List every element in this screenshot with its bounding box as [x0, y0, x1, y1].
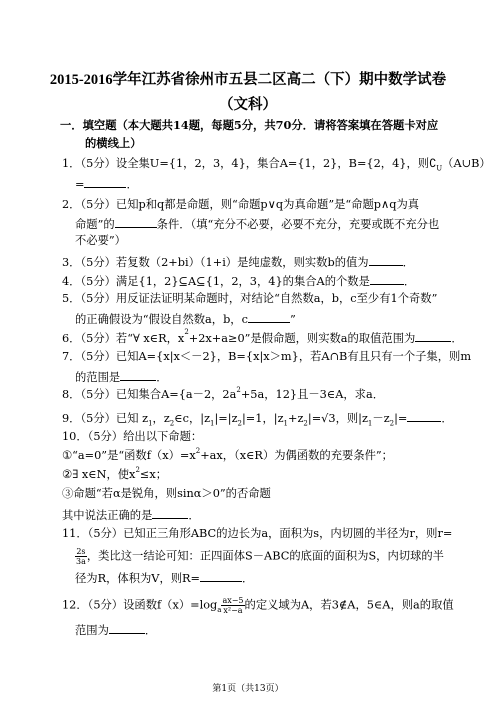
exam-title: 2015-2016学年江苏省徐州市五县二区高二（下）期中数学试卷 — [49, 72, 447, 88]
question-10-answer: 其中说法正确的是 ． — [62, 509, 200, 522]
question-10-item-1: ①“a=0”是“函数$f(x)=x^2+ax$，（x∈R）为偶函数的充要条件”； — [62, 447, 393, 462]
question-3: 3．（5分）若复数（2+bi）（1+i）是纯虚数，则实数b的值为 ． — [62, 256, 414, 269]
answer-blank[interactable] — [369, 254, 403, 266]
question-2-cont2: 不必要”） — [75, 234, 126, 247]
answer-blank[interactable] — [120, 369, 156, 381]
answer-blank[interactable] — [370, 273, 404, 285]
answer-blank[interactable] — [109, 622, 145, 634]
question-5: 5．（5分）用反证法证明某命题时，对结论“自然数a，b，c至少有1个奇数” — [62, 292, 438, 305]
question-11-cont2: 径为R，体积为V，则R= ． — [75, 572, 254, 585]
question-7: 7．（5分）已知A={x|x＜－2}，B={x|x＞m}，若A∩B有且只有一个子集，则m — [62, 350, 472, 363]
question-10-item-2: ②∃ x∈N，使$x^2\le x$； — [62, 466, 168, 481]
answer-blank[interactable] — [407, 410, 441, 422]
question-9: 9．（5分）已知 $z_1$，$z_2\in c$，$|z_1|=|z_2|=1$，$|z_1+z_2|=√3$，则$|z_1-z_2|=$ ． — [62, 412, 453, 428]
question-12: 12．（5分）设函数$f(x)=\log_a$ $\frac{ax-5}{\text{x²−a}}$ 的定义域为A，若3∉A，5∈A，则a的取值 — [62, 596, 454, 615]
question-2: 2．（5分）已知p和q都是命题，则“命题p∨q为真命题”是“命题p∧q为真 — [62, 198, 420, 211]
sqrt-expression: √3 — [321, 412, 336, 425]
section-heading-cont: 的横线上） — [85, 136, 142, 150]
question-11: 11．（5分）已知正三角形ABC的边长为a，面积为s，内切圆的半径为r，则r= — [62, 527, 453, 540]
question-5-cont: 的正确假设为“假设自然数a，b，c ” — [75, 313, 296, 326]
fraction: $\frac{ax-5}{\text{x²−a}}$ — [222, 596, 244, 615]
fraction: $\frac{2s}{3a}$ — [76, 547, 86, 566]
question-2-cont: 命题”的 条件．（填“充分不必要，必要不充分，充要或既不充分也 — [75, 218, 440, 231]
answer-blank[interactable] — [152, 507, 188, 519]
question-8: 8．（5分）已知集合A={a－2，$2a^2+5a$，12}且－3∈A，求a． — [62, 386, 385, 401]
question-1: 1．（5分）设全集U={1，2，3，4}，集合A={1，2}，B={2，4}，则$∁_U(A\cup B)$ — [62, 157, 491, 173]
question-11-cont: $\frac{2s}{3a}$ ，类比这一结论可知：正四面体S－ABC的底面的面积为S，内切球的半 — [76, 547, 444, 566]
exam-subtitle: （文科） — [219, 97, 277, 113]
page-footer: 第1页（共13页） — [212, 684, 284, 694]
answer-blank[interactable] — [200, 570, 242, 582]
answer-blank[interactable] — [84, 176, 126, 188]
section-heading: 一．填空题（本大题共14题，每题5分，共70分．请将答案填在答题卡对应 — [60, 118, 439, 132]
answer-blank[interactable] — [115, 216, 157, 228]
question-1-answer-line: = ． — [75, 178, 138, 191]
answer-blank[interactable] — [415, 330, 451, 342]
question-7-cont: 的范围是 ． — [75, 371, 168, 384]
question-4: 4．（5分）满足{1，2}⊆A⊆{1，2，3，4}的集合A的个数是 ． — [62, 275, 416, 288]
question-10-item-3: ③命题“若α是锐角，则sinα＞0”的否命题 — [62, 487, 271, 500]
answer-blank[interactable] — [248, 311, 290, 323]
question-6: 6．（5分）若“∀ x∈R，$x^2+2x+a\ge 0$”是假命题，则实数a的取值范围为 ． — [62, 328, 463, 345]
question-10: 10．（5分）给出以下命题： — [62, 430, 203, 443]
question-12-cont: 范围为 ． — [75, 624, 157, 637]
